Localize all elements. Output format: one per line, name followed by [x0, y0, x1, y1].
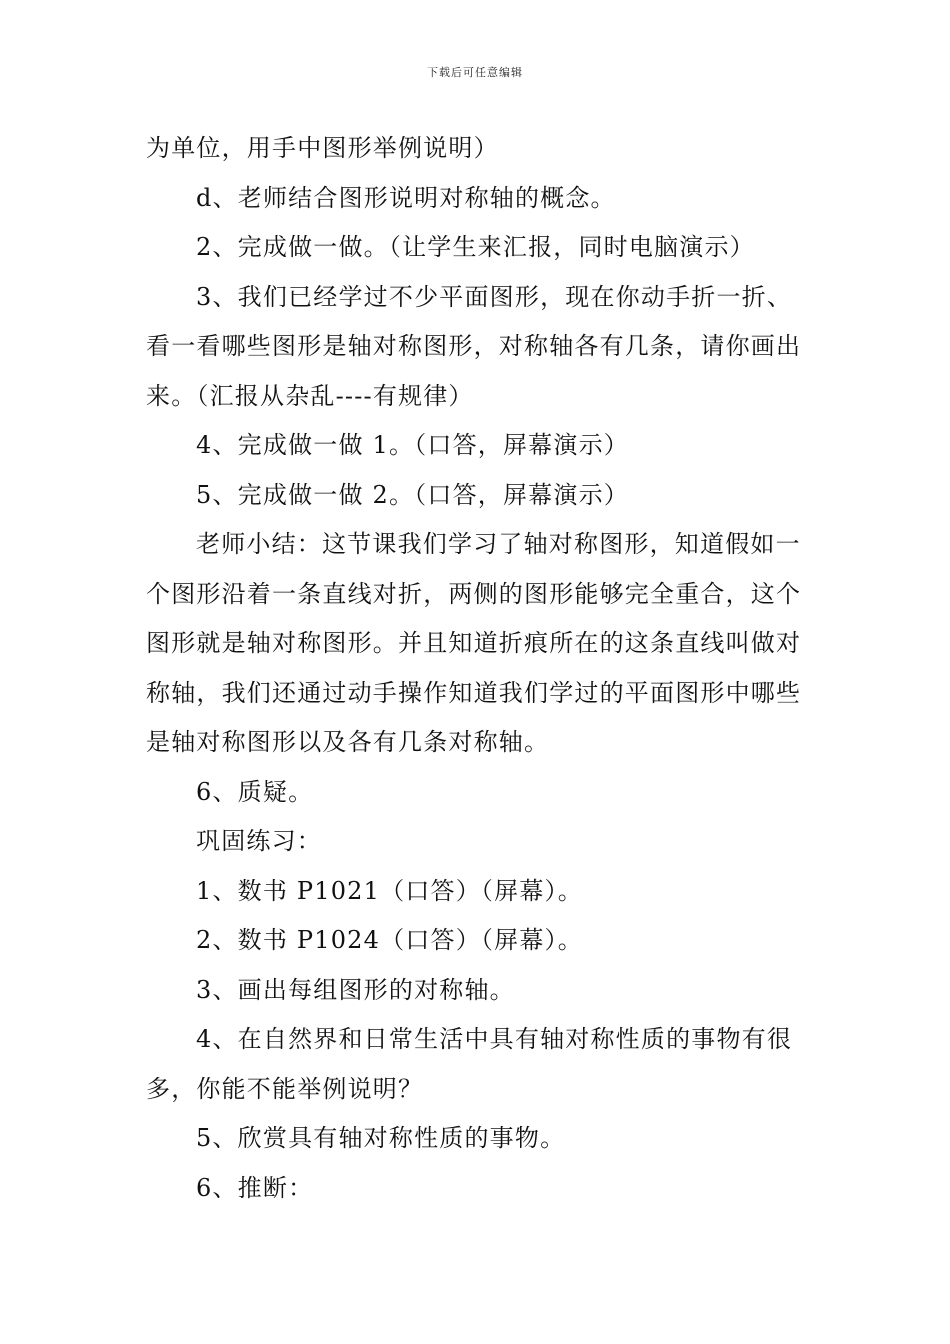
paragraph: 3、画出每组图形的对称轴。 — [196, 975, 515, 1004]
document-body — [146, 124, 811, 1213]
paragraph: 为单位，用手中图形举例说明） — [146, 134, 499, 162]
section-heading: 巩固练习： — [196, 827, 322, 855]
paragraph: 5、欣赏具有轴对称性质的事物。 — [196, 1124, 566, 1152]
paragraph: 5、完成做一做 2。（口答，屏幕演示） — [196, 480, 629, 509]
paragraph: 6、推断： — [196, 1173, 314, 1202]
paragraph: 2、完成做一做。（让学生来汇报，同时电脑演示） — [196, 233, 755, 261]
paragraph: 老师小结：这节课我们学习了轴对称图形，知道假如一个图形沿着一条直线对折，两侧的图形能够完全重合，这个图形就是轴对称图形。并且知道折痕所在的这条直线叫做对称轴，我们还通过动手操作知道我们学过的平面图形中哪些是轴对称图形以及各有几条对称轴。 — [146, 530, 802, 756]
paragraph: 6、质疑。 — [196, 777, 314, 806]
paragraph: 3、我们已经学过不少平面图形，现在你动手折一折、看一看哪些图形是轴对称图形，对称轴各有几条，请你画出来。（汇报从杂乱----有规律） — [146, 282, 802, 410]
paragraph: 1、数书 P1021（口答）（屏幕）。 — [196, 876, 583, 905]
paragraph: d、老师结合图形说明对称轴的概念。 — [196, 183, 616, 212]
paragraph: 4、在自然界和日常生活中具有轴对称性质的事物有很多，你能不能举例说明？ — [146, 1025, 793, 1103]
paragraph: 4、完成做一做 1。（口答，屏幕演示） — [196, 431, 629, 459]
page-header: 下载后可任意编辑 — [427, 66, 523, 79]
paragraph: 2、数书 P1024（口答）（屏幕）。 — [196, 926, 583, 954]
